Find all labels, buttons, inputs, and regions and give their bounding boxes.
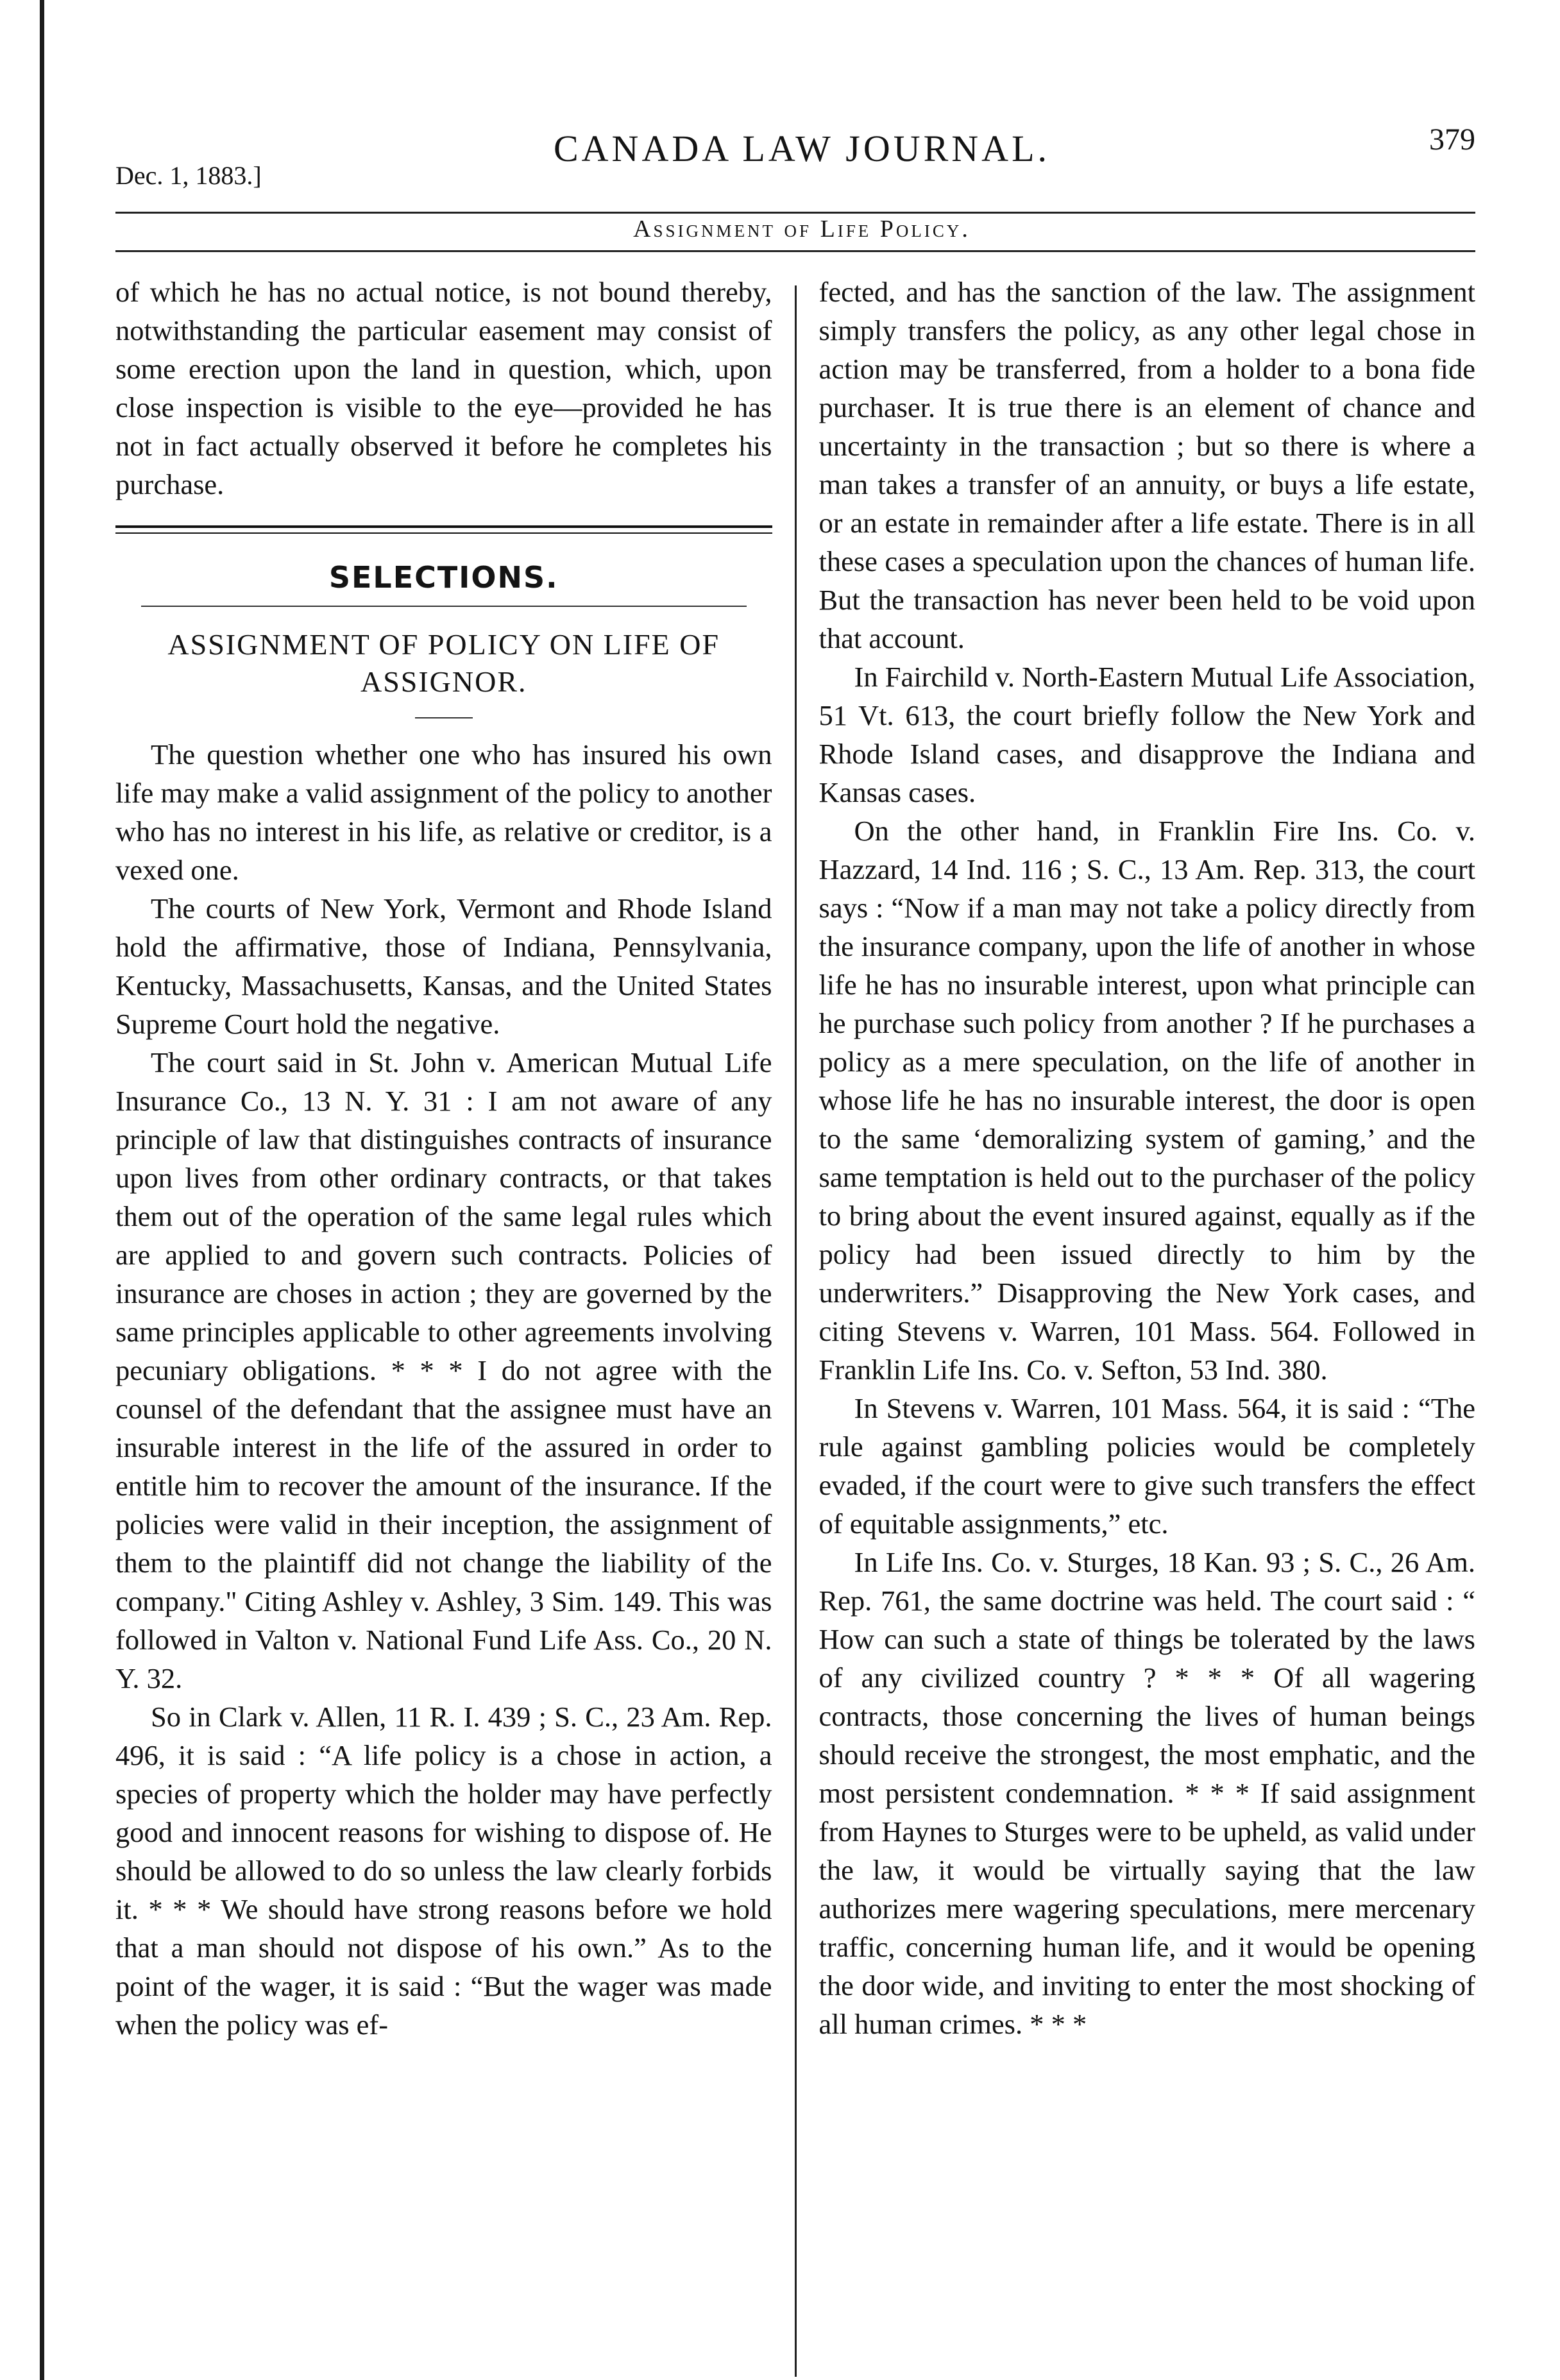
- journal-title: CANADA LAW JOURNAL.: [553, 128, 1050, 169]
- paragraph: The court said in St. John v. American Mutual Life Insurance Co., 13 N. Y. 31 : I am not aware of any principle of law that distinguishes contracts of insurance upon lives from other ordinary contracts, or that takes them out of the operation of the same legal rules which are applied to and govern such contracts. Policies of insurance are choses in action ; they are governed by the same principles applicable to other agreements involving pecuniary obligations. * * * I do not agree with the counsel of the defendant that the assignee must have an insurable interest in the life of the assured in order to entitle him to recover the amount of the insurance. If the policies were valid in their inception, the assignment of them to the plaintiff did not change the liability of the company." Citing Ashley v. Ashley, 3 Sim. 149. This was followed in Valton v. National Fund Life Ass. Co., 20 N. Y. 32.: [115, 1046, 772, 1694]
- section-divider: [115, 525, 772, 534]
- left-column: [115, 273, 795, 2370]
- heading-rule: [141, 606, 747, 607]
- paragraph: In Stevens v. Warren, 101 Mass. 564, it is said : “The rule against gambling policies would be completely evaded, if the court were to give such transfers the effect of equitable assignments,” etc.: [818, 1392, 1475, 1540]
- section-heading: SELECTIONS.: [328, 560, 559, 595]
- paragraph: The courts of New York, Vermont and Rhode Island hold the affirmative, those of Indiana, Pennsylvania, Kentucky, Massachusetts, Kansas, and the United States Supreme Court hold the negative.: [115, 892, 772, 1040]
- paragraph: So in Clark v. Allen, 11 R. I. 439 ; S. C., 23 Am. Rep. 496, it is said : “A life policy is a chose in action, a species of property which the holder may have perfectly good and innocent reasons for wishing to dispose of. He should be allowed to do so unless the law clearly forbids it. * * * We should have strong reasons before we hold that a man should not dispose of his own.” As to the point of the wager, it is said : “But the wager was made when the policy was ef-: [115, 1701, 772, 2041]
- running-subhead: Assignment of Life Policy.: [633, 216, 971, 242]
- paragraph: In Fairchild v. North-Eastern Mutual Life Association, 51 Vt. 613, the court briefly follow the New York and Rhode Island cases, and disapprove the Indiana and Kansas cases.: [818, 661, 1475, 808]
- right-column: [797, 273, 1476, 2370]
- issue-date: Dec. 1, 1883.]: [115, 161, 262, 190]
- running-head: [115, 96, 1488, 190]
- journal-page: [115, 96, 1488, 2342]
- paragraph: fected, and has the sanction of the law. The assignment simply transfers the policy, as any other legal chose in action may be transferred, from a holder to a bona fide purchaser. It is true there is an element of chance and uncertainty in the transaction ; but so there is where a man takes a transfer of an annuity, or buys a life estate, or an estate in remainder after a life estate. There is in all these cases a speculation upon the chances of human life. But the transaction has never been held to be void upon that account.: [818, 276, 1475, 654]
- text-columns: [115, 273, 1475, 2370]
- paragraph: On the other hand, in Franklin Fire Ins. Co. v. Hazzard, 14 Ind. 116 ; S. C., 13 Am. Rep. 313, the court says : “Now if a man may not take a policy directly from the insurance company, upon the life of another in whose life he has no insurable interest, upon what principle can he purchase such policy from another ? If he purchases a policy as a mere speculation, on the life of another in whose life he has no insurable interest, the door is open to the same ‘demoralizing system of gaming,’ and the same temptation is held out to the purchaser of the policy to bring about the event insured against, equally as if the policy had been issued directly to him by the underwriters.” Disapproving the New York cases, and citing Stevens v. Warren, 101 Mass. 564. Followed in Franklin Life Ins. Co. v. Sefton, 53 Ind. 380.: [818, 815, 1475, 1386]
- subhead-rule: [115, 250, 1475, 252]
- title-rule: [415, 717, 473, 718]
- page-number: 379: [1429, 123, 1475, 157]
- paragraph: The question whether one who has insured his own life may make a valid assignment of the policy to another who has no interest in his life, as relative or creditor, is a vexed one.: [115, 738, 772, 886]
- continuation-paragraph: of which he has no actual notice, is not bound thereby, notwithstanding the particular easement may consist of some erection upon the land in question, which, upon close inspection is visible to the eye—provided he has not in fact actually observed it before he completes his purchase.: [115, 276, 772, 500]
- header-rule: [115, 212, 1475, 214]
- paragraph: In Life Ins. Co. v. Sturges, 18 Kan. 93 ; S. C., 26 Am. Rep. 761, the same doctrine was held. The court said : “ How can such a state of things be tolerated by the laws of any civilized country ? * * * Of all wagering contracts, those concerning the lives of human beings should receive the strongest, the most emphatic, and the most persistent condemnation. * * * If said assignment from Haynes to Sturges were to be upheld, as valid under the law, it would be virtually saying that the law authorizes mere wagering speculations, mere mercenary traffic, concerning human life, and it would be opening the door wide, and inviting to enter the most shocking of all human crimes. * * *: [818, 1546, 1475, 2040]
- binding-edge-rule: [40, 0, 44, 2380]
- article-title: ASSIGNMENT OF POLICY ON LIFE OF ASSIGNOR.: [167, 628, 720, 698]
